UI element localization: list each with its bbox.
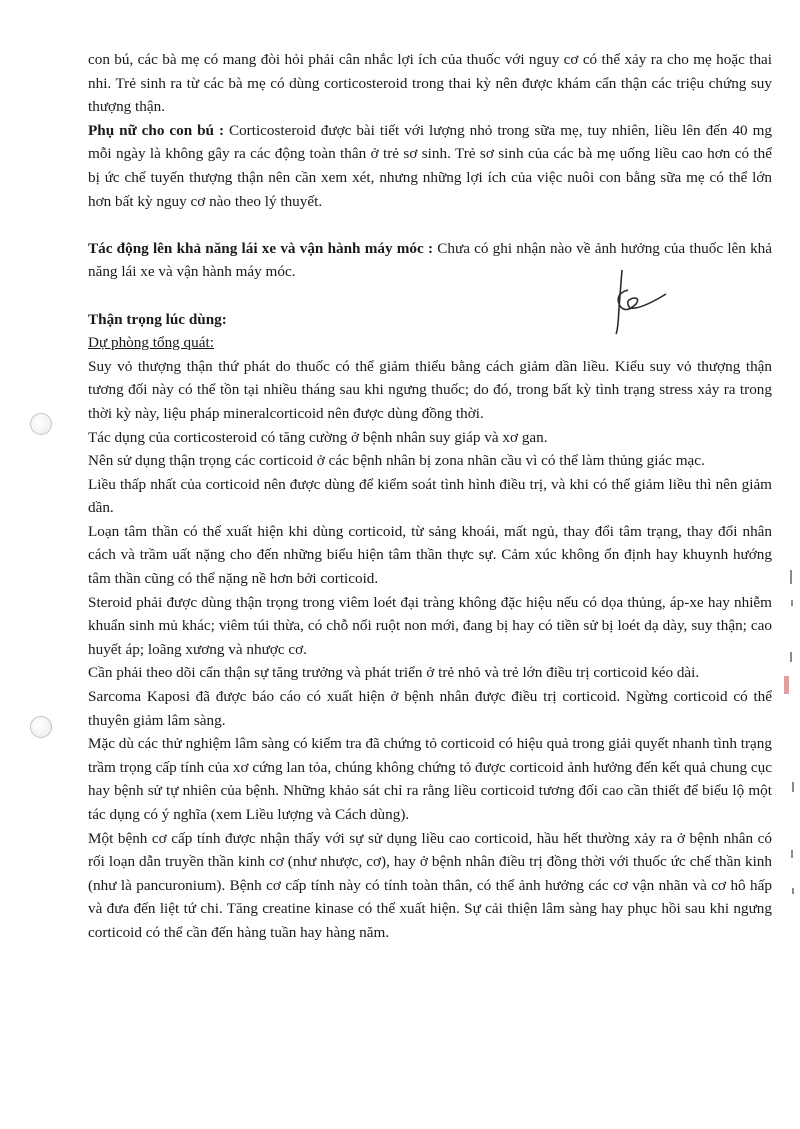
punch-hole-bottom <box>30 716 52 738</box>
edge-mark <box>790 570 792 584</box>
heading-driving: Tác động lên khả năng lái xe và vận hành máy móc : <box>88 239 434 257</box>
paragraph: con bú, các bà mẹ có mang đòi hỏi phải cân nhắc lợi ích của thuốc với nguy cơ có thể xảy ra cho mẹ hoặc thai nhi. Trẻ sinh ra từ các bà mẹ có dùng corticosteroid trong thai kỳ nên được khám cẩn thận các triệu chứng suy thượng thận. <box>88 51 772 116</box>
heading-precautions: Thận trọng lúc dùng: <box>88 310 227 328</box>
paragraph: Loạn tâm thần có thể xuất hiện khi dùng corticoid, từ sảng khoái, mất ngủ, thay đổi tâm trạng, thay đổi nhân cách và trầm uất nặng cho đến những biểu hiện tâm thần thực sự. Cảm xúc không ổn định hay khuynh hướng tâm thần cũng có thể nặng nề hơn bởi corticoid. <box>88 522 772 588</box>
document-page <box>88 48 772 945</box>
paragraph: Tác dụng của corticosteroid có tăng cường ở bệnh nhân suy giáp và xơ gan. <box>88 428 548 446</box>
paragraph: Sarcoma Kaposi đã được báo cáo có xuất hiện ở bệnh nhân được điều trị corticoid. Ngừng corticoid có thể thuyên giảm lâm sàng. <box>88 688 772 729</box>
heading-breastfeeding: Phụ nữ cho con bú : <box>88 121 224 139</box>
paragraph-text: Corticosteroid được bài tiết với lượng nhỏ trong sữa mẹ, tuy nhiên, liều lên đến 40 mg mỗi ngày là không gây ra các động toàn thân ở trẻ sơ sinh. Trẻ sơ sinh của các bà mẹ uống liều cao hơn có thể bị ức chế tuyến thượng thận nên cần xem xét, nhưng những lợi ích của việc nuôi con bằng sữa mẹ có thể lớn hơn bất kỳ nguy cơ nào theo lý thuyết. <box>88 121 772 210</box>
edge-mark-red <box>784 676 789 694</box>
paragraph: Steroid phải được dùng thận trọng trong viêm loét đại tràng không đặc hiệu nếu có dọa thủng, áp-xe hay nhiễm khuẩn sinh mủ khác; viêm túi thừa, có chỗ nối ruột non mới, đang bị hay có tiền sử bị loét dạ dày, suy thận; cao huyết áp; loãng xương và nhược cơ. <box>88 593 772 658</box>
paragraph: Cần phải theo dõi cẩn thận sự tăng trưởng và phát triển ở trẻ nhỏ và trẻ lớn điều trị corticoid kéo dài. <box>88 664 700 682</box>
paragraph-breastfeeding <box>88 119 772 213</box>
paragraph-driving <box>88 237 772 284</box>
edge-mark <box>791 600 793 606</box>
edge-mark <box>790 652 792 662</box>
punch-hole-top <box>30 413 52 435</box>
edge-mark <box>791 850 793 858</box>
paragraph: Một bệnh cơ cấp tính được nhận thấy với sự sử dụng liều cao corticoid, hầu hết thường xảy ra ở bệnh nhân có rối loạn dẫn truyền thần kinh cơ (như nhược, cơ), hay ở bệnh nhân điều trị đồng thời với thuốc ức chế thần kinh (như là pancuronium). Bệnh cơ cấp tính này có tính toàn thân, có thể ảnh hưởng các cơ vận nhãn và cơ hô hấp và đưa đến liệt tứ chi. Tăng creatine kinase có thể xuất hiện. Sự cải thiện lâm sàng hay phục hồi sau khi ngưng corticoid có thể cần đến hàng tuần hay hàng năm. <box>88 829 772 941</box>
paragraph: Liều thấp nhất của corticoid nên được dùng để kiểm soát tình hình điều trị, và khi có thể giảm liều thì nên giảm dần. <box>88 475 772 517</box>
heading-general: Dự phòng tổng quát: <box>88 334 214 352</box>
paragraph: Nên sử dụng thận trọng các corticoid ở các bệnh nhân bị zona nhãn cầu vì có thể làm thủng giác mạc. <box>88 452 705 470</box>
paragraph-text: Chưa có ghi nhận nào về ảnh hưởng của thuốc lên khả năng lái xe và vận hành máy móc. <box>88 239 773 281</box>
edge-mark <box>792 782 794 792</box>
edge-mark <box>792 888 794 894</box>
paragraph: Mặc dù các thử nghiệm lâm sàng có kiểm tra đã chứng tỏ corticoid có hiệu quả trong giải quyết nhanh tình trạng trầm trọng cấp tính của xơ cứng lan tỏa, chúng không chứng tỏ được corticoid ảnh hưởng đến kết quả chung cục hay bệnh sử tự nhiên của bệnh. Những khảo sát chỉ ra rằng liều corticoid tương đối cao cần thiết để biểu lộ một tác dụng có ý nghĩa (xem Liều lượng và Cách dùng). <box>88 735 772 823</box>
paragraph: Suy vỏ thượng thận thứ phát do thuốc có thể giảm thiểu bằng cách giảm dần liều. Kiểu suy vỏ thượng thận tương đối này có thể tồn tại nhiều tháng sau khi ngưng thuốc; do đó, trong bất kỳ tình trạng stress xảy ra trong thời kỳ này, liệu pháp mineralcorticoid nên được dùng đồng thời. <box>88 357 772 422</box>
